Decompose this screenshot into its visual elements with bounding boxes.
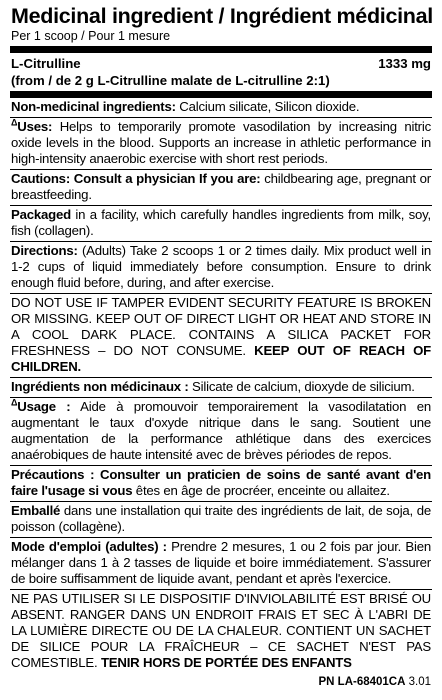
warning-bold: TENIR HORS DE PORTÉE DES ENFANTS bbox=[100, 655, 352, 670]
section-text: Calcium silicate, Silicon dioxide. bbox=[175, 99, 360, 114]
cautions-en bbox=[11, 170, 431, 205]
section-text: childbearing age, pregnant or breastfeeding. bbox=[11, 171, 431, 202]
section-label: Usage : bbox=[17, 399, 71, 414]
section-label: Packaged bbox=[11, 207, 71, 222]
section-text: dans une installation qui traite des ingrédients de lait, de soja, de poisson (collagène). bbox=[11, 503, 431, 534]
thick-divider bbox=[10, 46, 432, 53]
warnings-en bbox=[11, 294, 431, 377]
warning-bold: KEEP OUT OF REACH OF CHILDREN. bbox=[11, 343, 432, 374]
cautions-fr bbox=[11, 466, 431, 501]
section-label: Uses: bbox=[17, 119, 53, 134]
warning-text: DO NOT USE IF TAMPER EVIDENT SECURITY FEATURE IS BROKEN OR MISSING. KEEP OUT OF DIRECT LIGHT OR HEAT AND STORE IN A COOL DARK PLACE. CONTAINS A SILICA PACKET FOR FRESHNESS – DO NOT CONSUME. bbox=[11, 295, 431, 358]
section-text: in a facility, which carefully handles ingredients from milk, soy, fish (collagen). bbox=[11, 207, 431, 238]
section-label: Cautions: Consult a physician If you are: bbox=[11, 171, 261, 186]
uses-en bbox=[11, 118, 431, 169]
warning-text: NE PAS UTILISER SI LE DISPOSITIF D'INVIOLABILITÉ EST BRISÉ OU ABSENT. RANGER DANS UN ENDROIT FRAIS ET SEC À L'ABRI DE LA LUMIÈRE DIRECTE OU DE LA CHALEUR. CONTIENT UN SACHET DE SILICE POUR LA FRAÎCHEUR – CE SACHET N'EST PAS COMESTIBLE. bbox=[11, 591, 431, 670]
serving-size: Per 1 scoop / Pour 1 mesure bbox=[11, 29, 171, 43]
section-text: (Adults) Take 2 scoops 1 or 2 times daily. Mix product well in 1-2 cups of liquid immediately before consumption. Ensure to drink enough fluid before, during, and after exercise. bbox=[11, 243, 431, 290]
section-label: Non-medicinal ingredients: bbox=[11, 99, 176, 114]
rx-delta-icon: Δ bbox=[11, 397, 18, 408]
rx-delta-icon: Δ bbox=[11, 117, 18, 128]
uses-fr bbox=[11, 398, 431, 465]
warnings-fr bbox=[11, 590, 431, 673]
section-label: Mode d'emploi (adultes) : bbox=[11, 539, 167, 554]
panel-title: Medicinal ingredient / Ingrédient médicinal bbox=[11, 4, 433, 28]
section-label: Directions: bbox=[11, 243, 78, 258]
section-label: Précautions : Consulter un praticien de soins de santé avant d'en faire l'usage si vous bbox=[11, 467, 431, 498]
product-code bbox=[319, 676, 432, 688]
medicinal-ingredient-block bbox=[11, 53, 431, 91]
ingredient-name: L-Citrulline bbox=[11, 56, 81, 71]
section-label: Emballé bbox=[11, 503, 61, 518]
directions-fr bbox=[11, 538, 431, 589]
packaged-fr bbox=[11, 502, 431, 537]
directions-en bbox=[11, 242, 431, 293]
section-text: Helps to temporarily promote vasodilation by increasing nitric oxide levels in the blood. Supports an increase in athletic performance in high-intensity anaerobic exercise with short rest periods. bbox=[11, 119, 431, 166]
nonmedicinal-ingredients-en bbox=[11, 98, 431, 117]
packaged-en bbox=[11, 206, 431, 241]
version-number: 3.01 bbox=[405, 676, 431, 688]
pn-code: PN LA-68401CA bbox=[318, 676, 406, 688]
section-text: Aide à promouvoir temporairement la vasodilatation en augmentant le taux d'oxyde nitrique dans le sang. Soutient une augmentation de la performance athlétique dans des exercices anaérobiques de haute intensité avec de brèves périodes de repos. bbox=[11, 399, 431, 462]
section-text: êtes en âge de procréer, enceinte ou allaitez. bbox=[132, 483, 390, 498]
ingredient-row bbox=[11, 55, 431, 72]
nonmedicinal-ingredients-fr bbox=[11, 378, 431, 397]
section-text: Silicate de calcium, dioxyde de silicium. bbox=[188, 379, 415, 394]
ingredient-amount: 1333 mg bbox=[378, 56, 431, 71]
section-text: Prendre 2 mesures, 1 ou 2 fois par jour. Bien mélanger dans 1 à 2 tasses de liquide et boire immédiatement. S'assurer de boire suffisamment de liquide avant, pendant et après l'exercice. bbox=[11, 539, 431, 586]
thick-divider bbox=[10, 91, 432, 98]
section-label: Ingrédients non médicinaux : bbox=[11, 379, 189, 394]
ingredient-source: (from / de 2 g L-Citrulline malate de L-citrulline 2:1) bbox=[11, 73, 330, 88]
